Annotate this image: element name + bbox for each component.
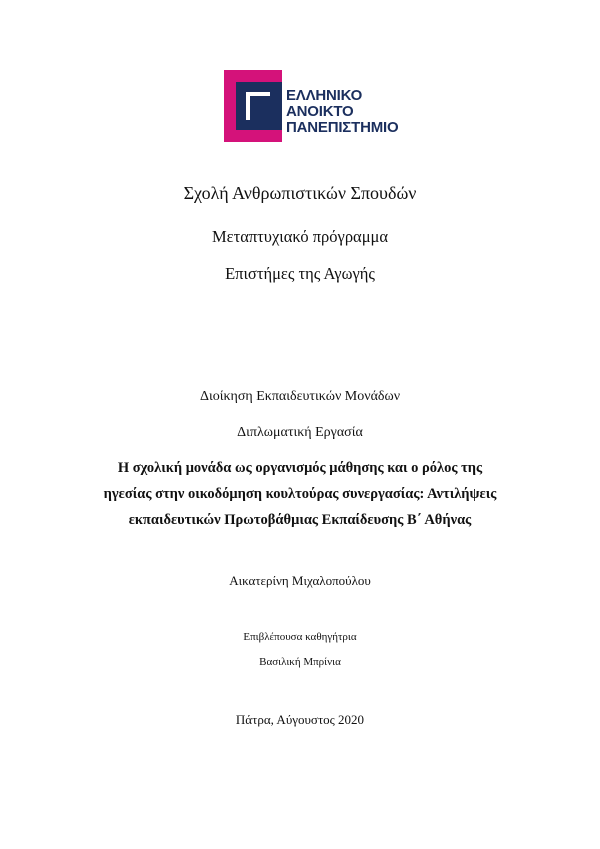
logo-line-1: ΕΛΛΗΝΙΚΟ	[286, 87, 363, 104]
thesis-title-line-1: Η σχολική μονάδα ως οργανισμός μάθησης και ο ρόλος της	[117, 460, 483, 476]
university-logo-mark-icon	[224, 70, 282, 142]
place-date: Πάτρα, Αύγουστος 2020	[235, 712, 365, 727]
school-name: Σχολή Ανθρωπιστικών Σπουδών	[183, 183, 417, 203]
author-name: Αικατερίνη Μιχαλοπούλου	[229, 573, 371, 588]
supervisor-name: Βασιλική Μπρίνια	[259, 656, 341, 668]
thesis-title-line-3: εκπαιδευτικών Πρωτοβάθμιας Εκπαίδευσης Β΄ Αθήνας	[128, 512, 472, 528]
university-logo-text	[286, 88, 398, 136]
university-logo	[224, 70, 424, 144]
logo-line-3: ΠΑΝΕΠΙΣΤΗΜΙΟ	[286, 119, 399, 136]
specialization-name: Διοίκηση Εκπαιδευτικών Μονάδων	[199, 389, 401, 404]
thesis-title-line-2: ηγεσίας στην οικοδόμηση κουλτούρας συνεργασίας: Αντιλήψεις	[103, 486, 497, 502]
logo-line-2: ΑΝΟΙΚΤΟ	[286, 103, 354, 120]
document-type: Διπλωματική Εργασία	[237, 425, 363, 440]
supervisor-label: Επιβλέπουσα καθηγήτρια	[243, 631, 357, 643]
program-name: Μεταπτυχιακό πρόγραμμα	[211, 227, 389, 246]
field-name: Επιστήμες της Αγωγής	[225, 264, 375, 283]
thesis-title	[80, 455, 520, 533]
